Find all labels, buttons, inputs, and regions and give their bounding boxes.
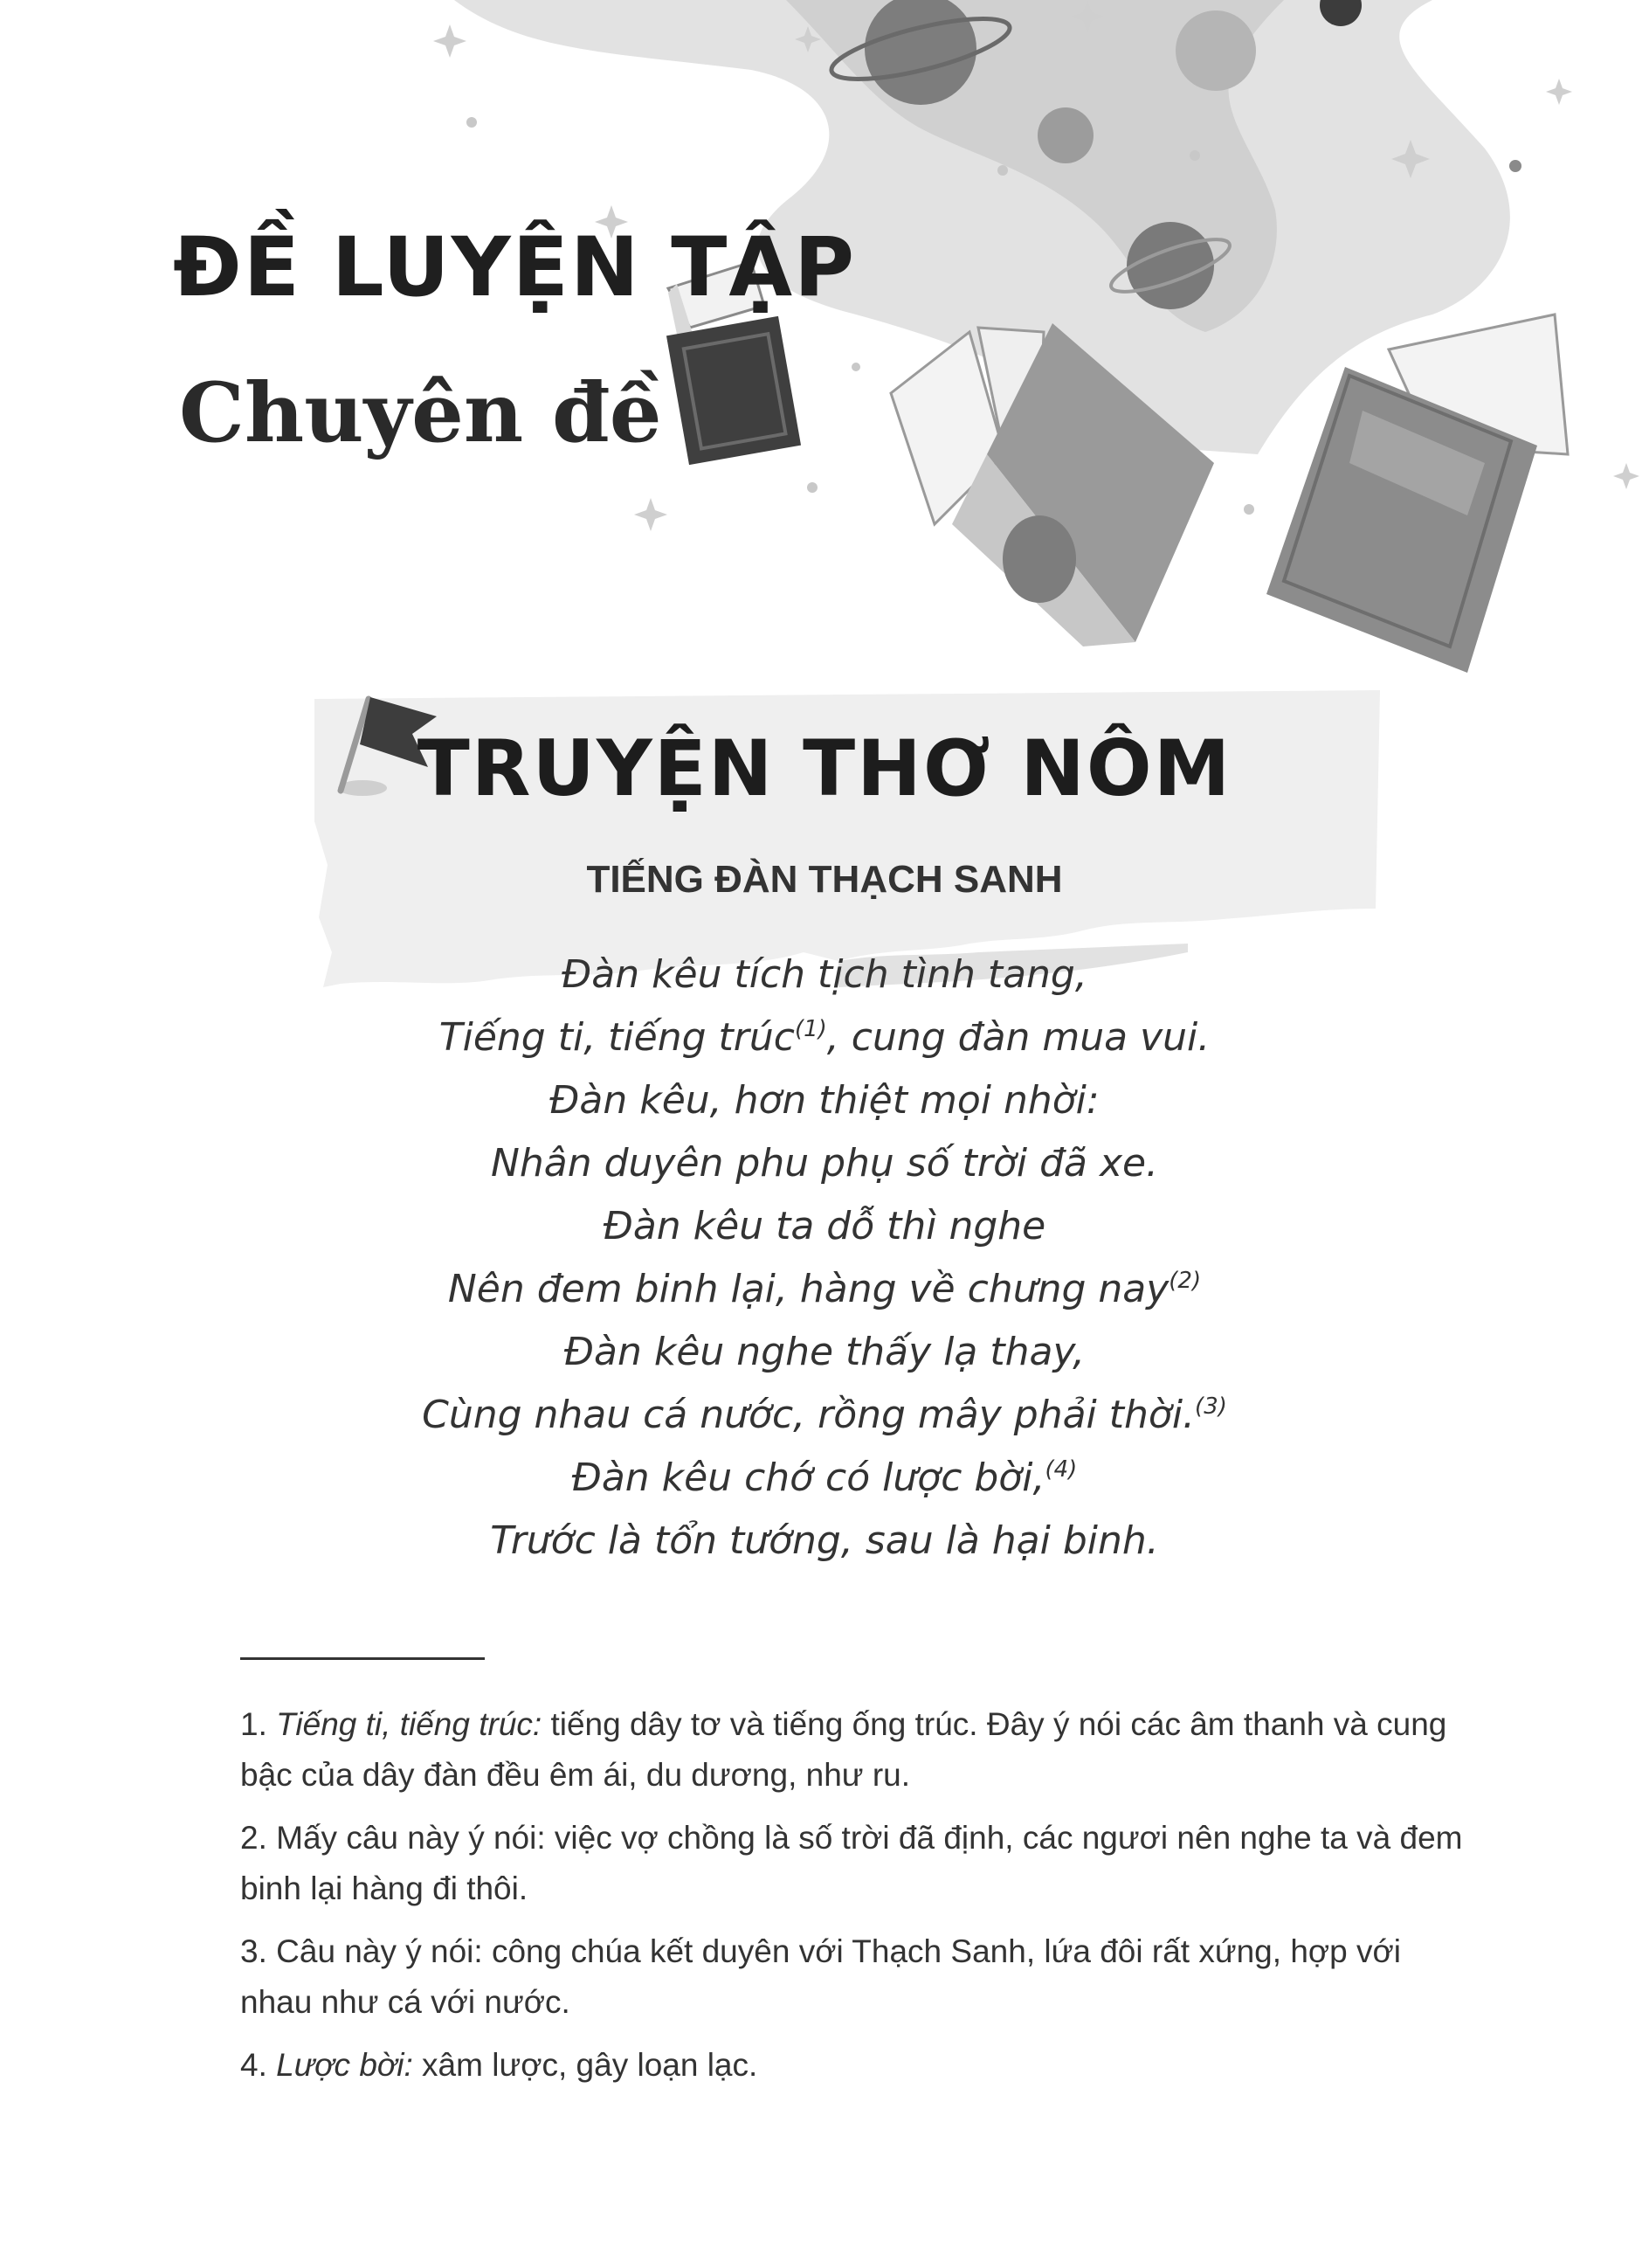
footnote-marker: (4) bbox=[1045, 1456, 1078, 1483]
footnote-2: 2. Mấy câu này ý nói: việc vợ chồng là số trời đã định, các ngươi nên nghe ta và đem binh lại hàng đi thôi. bbox=[240, 1820, 1463, 1906]
poem-line: Đàn kêu tích tịch tình tang, bbox=[562, 952, 1087, 997]
footnote-marker: (2) bbox=[1169, 1268, 1202, 1294]
header-subtitle: Chuyên đề bbox=[179, 365, 662, 461]
poem-line: Trước là tổn tướng, sau là hại binh. bbox=[490, 1518, 1159, 1563]
footnote-4: 4. Lược bời: xâm lược, gây loạn lạc. bbox=[240, 2047, 758, 2083]
poem-line: Nên đem binh lại, hàng về chưng nay$^{(2)}$ bbox=[447, 1267, 1202, 1311]
poem-line: Tiếng ti, tiếng trúc$^{(1)}$, cung đàn mua vui. bbox=[438, 1015, 1211, 1060]
poem-line: Đàn kêu chớ có lược bời,$^{(4)}$ bbox=[571, 1456, 1078, 1500]
poem bbox=[0, 944, 1649, 1573]
section-title: TRUYỆN THƠ NÔM bbox=[417, 723, 1232, 813]
space-books-illustration bbox=[0, 0, 1649, 699]
footnote-divider bbox=[240, 1657, 485, 1660]
header-title: ĐỀ LUYỆN TẬP bbox=[173, 220, 857, 315]
poem-line: Nhân duyên phu phụ số trời đã xe. bbox=[490, 1141, 1159, 1186]
planet-icon bbox=[1176, 10, 1256, 91]
poem-title: TIẾNG ĐÀN THẠCH SANH bbox=[586, 858, 1063, 901]
footnote-1: 1. Tiếng ti, tiếng trúc: tiếng dây tơ và tiếng ống trúc. Đây ý nói các âm thanh và cung bậc của dây đàn đều êm ái, du dương, như ru. bbox=[240, 1706, 1447, 1793]
footnotes bbox=[240, 1699, 1463, 2103]
planet-icon bbox=[1038, 107, 1094, 163]
poem-line: Đàn kêu ta dỗ thì nghe bbox=[603, 1204, 1046, 1248]
poem-line: Cùng nhau cá nước, rồng mây phải thời.$^{(3)}$ bbox=[422, 1393, 1227, 1437]
poem-line: Đàn kêu nghe thấy lạ thay, bbox=[563, 1330, 1086, 1374]
footnote-marker: (1) bbox=[794, 1016, 827, 1042]
poem-line: Đàn kêu, hơn thiệt mọi nhời: bbox=[549, 1078, 1100, 1123]
footnote-3: 3. Câu này ý nói: công chúa kết duyên với Thạch Sanh, lứa đôi rất xứng, hợp với nhau như cá với nước. bbox=[240, 1933, 1402, 2020]
footnote-marker: (3) bbox=[1195, 1393, 1227, 1420]
